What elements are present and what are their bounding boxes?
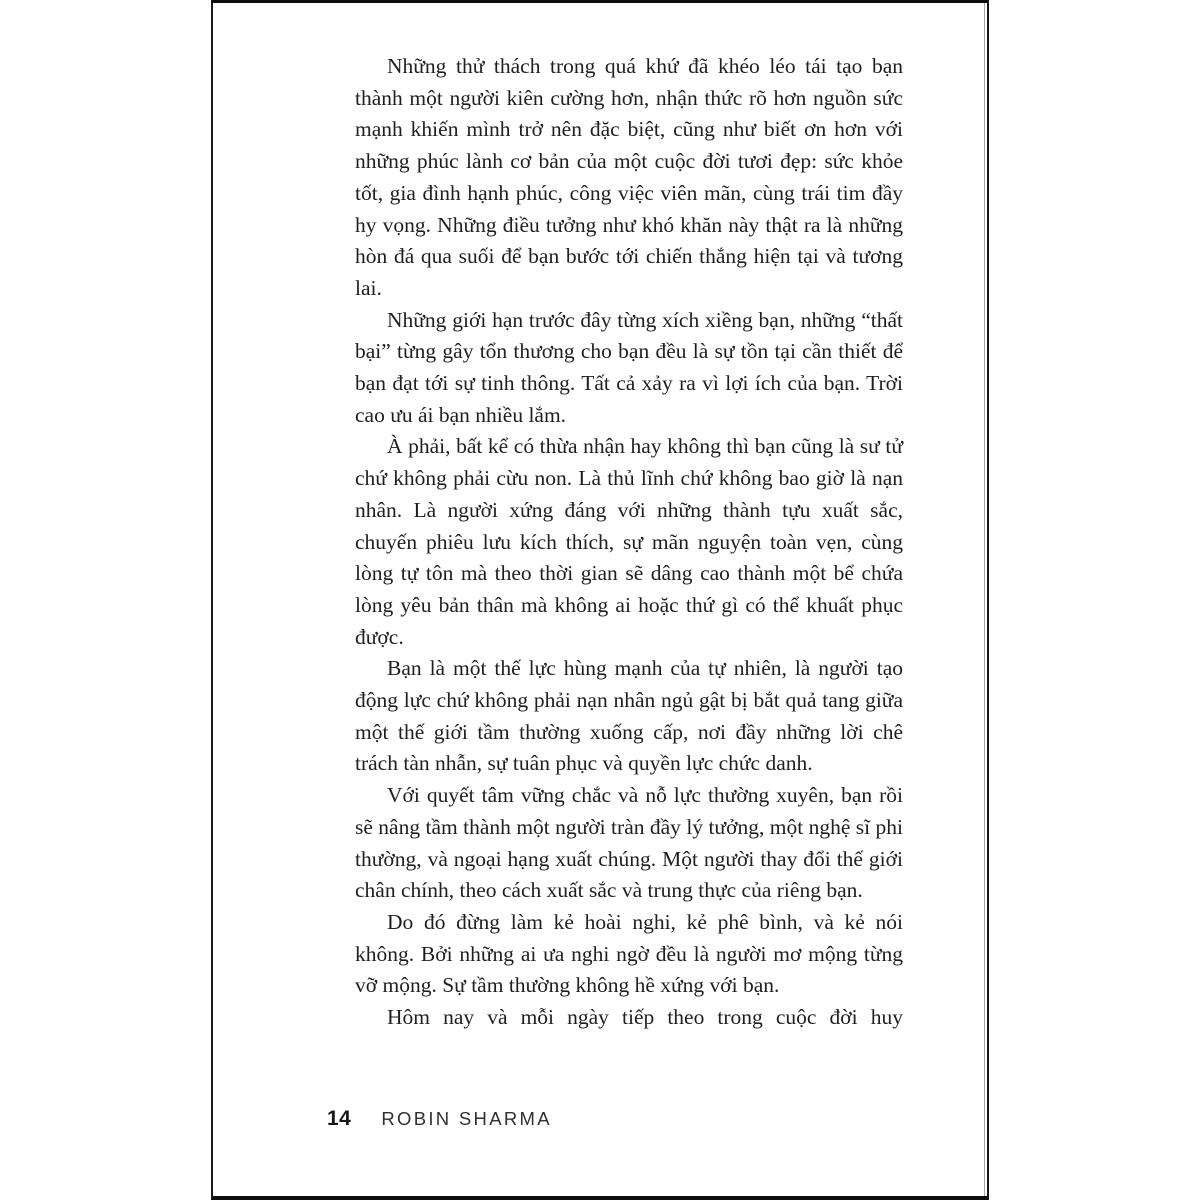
body-text-column <box>355 51 903 1034</box>
page-footer <box>327 1107 552 1131</box>
body-paragraph-continued: Hôm nay và mỗi ngày tiếp theo trong cuộc đời huy <box>387 1005 903 1030</box>
page-number: 14 <box>327 1107 352 1130</box>
body-paragraph: Bạn là một thế lực hùng mạnh của tự nhiên, là người tạo động lực chứ không phải nạn nhân ngủ gật bị bắt quả tang giữa một thế giới tầm thường xuống cấp, nơi đầy những lời chê trách tàn nhẫn, sự tuân phục và quyền lực chức danh. <box>355 656 903 776</box>
body-paragraph: Với quyết tâm vững chắc và nỗ lực thường xuyên, bạn rồi sẽ nâng tầm thành một người tràn đầy lý tưởng, một nghệ sĩ phi thường, và ngoại hạng xuất chúng. Một người thay đổi thế giới chân chính, theo cách xuất sắc và trung thực của riêng bạn. <box>355 783 903 903</box>
body-paragraph: Do đó đừng làm kẻ hoài nghi, kẻ phê bình, và kẻ nói không. Bởi những ai ưa nghi ngờ đều là người mơ mộng từng vỡ mộng. Sự tầm thường không hề xứng với bạn. <box>355 909 903 998</box>
running-header-author: ROBIN SHARMA <box>381 1108 552 1129</box>
body-paragraph: Những giới hạn trước đây từng xích xiềng bạn, những “thất bại” từng gây tổn thương cho bạn đều là sự tồn tại cần thiết để bạn đạt tới sự tinh thông. Tất cả xảy ra vì lợi ích của bạn. Trời cao ưu ái bạn nhiều lắm. <box>355 307 903 427</box>
body-paragraph: Những thử thách trong quá khứ đã khéo léo tái tạo bạn thành một người kiên cường hơn, nhận thức rõ hơn nguồn sức mạnh khiến mình trở nên đặc biệt, cũng như biết ơn hơn với những phúc lành cơ bản của một cuộc đời tươi đẹp: sức khỏe tốt, gia đình hạnh phúc, công việc viên mãn, cùng trái tim đầy hy vọng. Những điều tưởng như khó khăn này thật ra là những hòn đá qua suối để bạn bước tới chiến thắng hiện tại và tương lai. <box>355 54 903 300</box>
body-paragraph: À phải, bất kể có thừa nhận hay không thì bạn cũng là sư tử chứ không phải cừu non. Là thủ lĩnh chứ không bao giờ là nạn nhân. Là người xứng đáng với những thành tựu xuất sắc, chuyến phiêu lưu kích thích, sự mãn nguyện toàn vẹn, cùng lòng tự tôn mà theo thời gian sẽ dâng cao thành một bể chứa lòng yêu bản thân mà không ai hoặc thứ gì có thể khuất phục được. <box>355 434 903 649</box>
book-page <box>211 0 989 1200</box>
page-edge-scan-line <box>984 3 985 1196</box>
